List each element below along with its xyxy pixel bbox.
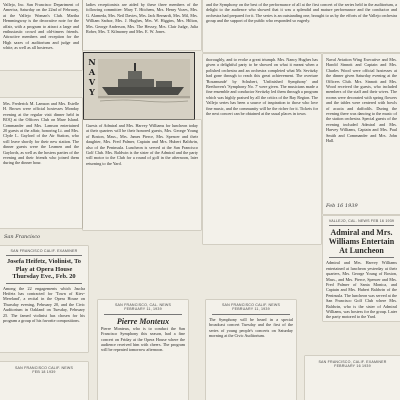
clipping-bottom-right bbox=[305, 356, 400, 400]
handwritten-note-right: Feb 16 1939 bbox=[326, 203, 358, 209]
clipping-bottom-left bbox=[0, 362, 88, 400]
clipping-pierre-monteux bbox=[98, 300, 188, 400]
clipping-date: FEBRUARY 11, 1939 bbox=[232, 307, 270, 312]
clipping-text: Admiral and Mrs. Harvey Williams entertained at luncheon yesterday at their quarters, Mrs. George Young of Boston, Mass., and Mrs. Pierce, Spencer and Mrs. Fred Palmer of Santa Monica, and Captain and Mrs. Hubert Baldwin of the Peninsula. The luncheon was served at the San Francisco Golf Club where Mrs. Baldwin, who is the sister of Admiral Williams, was hostess for the group. Later the party motored to the Yard. bbox=[326, 260, 397, 320]
clipping-top-right bbox=[203, 0, 400, 52]
clipping-right-column bbox=[323, 54, 400, 214]
clipping-text: Vallejo, Inc. San Francisco Department of America, Saturday on the 22nd of February, at the Vallejo Woman's Club. Martha Hemmingway is the decorative note for the affair, with a program to attract a large and enthusiastic crowd and old-timers friends. Attractive members and reception for the High saxes of auditorium and judge and white, as well as all hostesses. bbox=[3, 2, 79, 51]
clipping-source: SAN FRANCISCO, CALIF. EXAMINER bbox=[318, 360, 387, 364]
clipping-date: FEB 18 1939 bbox=[32, 370, 56, 375]
headline: Pierre Monteux bbox=[116, 316, 170, 326]
clipping-text: Guests of Admiral and Mrs. Harvey Williams for luncheon today at their quarters will be their honored guests, Mrs. George Young of Boston, Mass., Mrs. James Pierce, Mrs. Spencer and their daughter, Mrs. Fred Palmer, Captain and Mrs. Hubert Baldwin, also of the Peninsula. Luncheon is served at the San Francisco Golf Club. Mrs. Baldwin is the sister of the Admiral and the party will motor to the Club for a round of golf in the afternoon, later returning to the Yard. bbox=[86, 123, 198, 166]
clipping-date: FEBRUARY 11, 1939 bbox=[124, 307, 162, 312]
clipping-text: Naval Aviation Wing Executive and Mrs. Harold Sinnott and Captain and Mrs. Charles Wood were official hostesses at the dinner given Saturday evening at the Officers Club. Mrs. Sinnott and Mrs. Wood received the guests, who included members of the staff and their wives. The rooms were decorated with spring flowers and the tables were centered with bowls of acacia and daffodils. During the evening there was dancing to the music of the station orchestra. Special guests of the evening included Admiral and Mrs. Harvey Williams, Captain and Mrs. Paul Smith and Commander and Mrs. John Hall. bbox=[326, 57, 397, 144]
clipping-source: SAN FRANCISCO CALIF. NEWS bbox=[14, 366, 74, 370]
divider bbox=[104, 314, 182, 315]
clipping-josefa-heifetz bbox=[0, 246, 88, 352]
clipping-text: Pierre Monteux, who is to conduct the San Francisco Symphony this season, had a fine concert on Friday at the Opera House where the audience received him with cheers. The program will be repeated tomorrow afternoon. bbox=[101, 325, 185, 353]
clipping-text: The Symphony will be heard in a special broadcast concert Tuesday and the first of the series of young people's concerts on Saturday morning at the Civic Auditorium. bbox=[209, 316, 293, 339]
navy-ship-illustration bbox=[84, 53, 194, 119]
clipping-source: SAN FRANCISCO CALIF. EXAMINER bbox=[10, 249, 78, 253]
clipping-source: SAN FRANCISCO CALIF. NEWS bbox=[221, 303, 281, 307]
divider bbox=[329, 225, 394, 226]
clipping-text: thoroughly, and to evoke a great triumph. Mrs. Nancy Hughes has given a delightful party to be showed on what it meant when a polished orchestra and an orchestra completed what Mr. Sevitzky had gone through to reach this great achievement. The overture 'Rosamunde' by Schubert, 'Unfinished Symphony' and Beethoven's 'Symphony No. 7' were given. The musicians made a fine ensemble and conductor Sevitzky led them through a program which was highly praised by all the critics of the Bay Region. The Vallejo series has been a source of inspiration to those who love fine music, and the community will be the richer for it. Tickets for the next concert can be obtained at the usual places in town. bbox=[206, 57, 318, 117]
headline: Admiral and Mrs. Williams Entertain At Luncheon bbox=[328, 228, 395, 256]
clipping-top-left bbox=[0, 0, 82, 70]
divider bbox=[6, 255, 82, 256]
handwritten-note-left: San Francisco bbox=[4, 234, 41, 240]
clipping-sf-news bbox=[206, 300, 296, 400]
clipping-mid-left bbox=[0, 98, 82, 228]
clipping-date: FEBRUARY 16 1939 bbox=[334, 364, 371, 369]
clipping-text: Mrs. Frederick M. Lamson and Mrs. Estelle H. Brown were official hostesses Monday evening at the regular visit dinner held in BOQ at the Officers Club on Mare Island. Commander and Mrs. Lamson entertained 20 guests at the affair, honoring Lt. and Mrs. Clyde L. Gaylord of the Air Station, who will leave shortly for their new station. The dinner guests were the Leamen and the Gaylords, as well as the hostess parties of the evening and their friends who joined them during the dinner hour. bbox=[3, 101, 79, 166]
divider bbox=[329, 257, 394, 258]
clipping-text: and the Symphony on the best of the performance of all at the first concert of the series held in the auditorium, a delight to the audience who showed that it was a splendid and mature performance and the conductor and orchestra had prepared for it. The series is an outstanding one, brought to us by the efforts of the Vallejo orchestra group and the support of the public who responded so eagerly. bbox=[206, 2, 397, 24]
clipping-source: SAN FRANCISCO, CAL. NEWS bbox=[114, 303, 172, 307]
clipping-text: Among the 22 engagements which Jascha Heifetz has contracted for 'Town of Kiev-Mereland', a recital in the Opera House on Thursday evening, February 20, and the Civic Auditorium in Oakland on Tuesday, February 25. The famed violinist has chosen for his program a group of his favorite compositions. bbox=[3, 285, 85, 324]
divider bbox=[6, 283, 82, 284]
clipping-source: VALLEJO, CAL. NEWS FEB 16 1939 bbox=[328, 219, 395, 223]
clipping-mid-center bbox=[83, 120, 201, 230]
clipping-center-column bbox=[203, 54, 321, 244]
navy-label: NAVY bbox=[87, 57, 97, 97]
clipping-text: ladies receptionists are aided by these three members of the following committee: Mary T. Hitchens, Mrs. Henry Vozes, Mrs. G. Alameda, Mrs. Neil Davies, Mrs. Jack Bernardi, Mrs. Mil, Mrs. William Sadsor, Mrs. J. Hughes, Mrs. W. Higgins, Mrs. Hilton, Mrs. George Anderson, Mrs. The Hessey, Mrs. Clair Judge, Julia Rober, Mrs. T. Kilmoney and Mrs. E. W. Jones. bbox=[86, 2, 198, 35]
clipping-admiral-luncheon bbox=[323, 216, 400, 321]
divider bbox=[212, 314, 290, 315]
clipping-top-mid bbox=[83, 0, 201, 50]
navy-photo bbox=[83, 52, 195, 120]
headline: Josefa Heifetz, Violinist, To Play at Opera House Thursday Eve., Feb. 20 bbox=[6, 258, 82, 281]
